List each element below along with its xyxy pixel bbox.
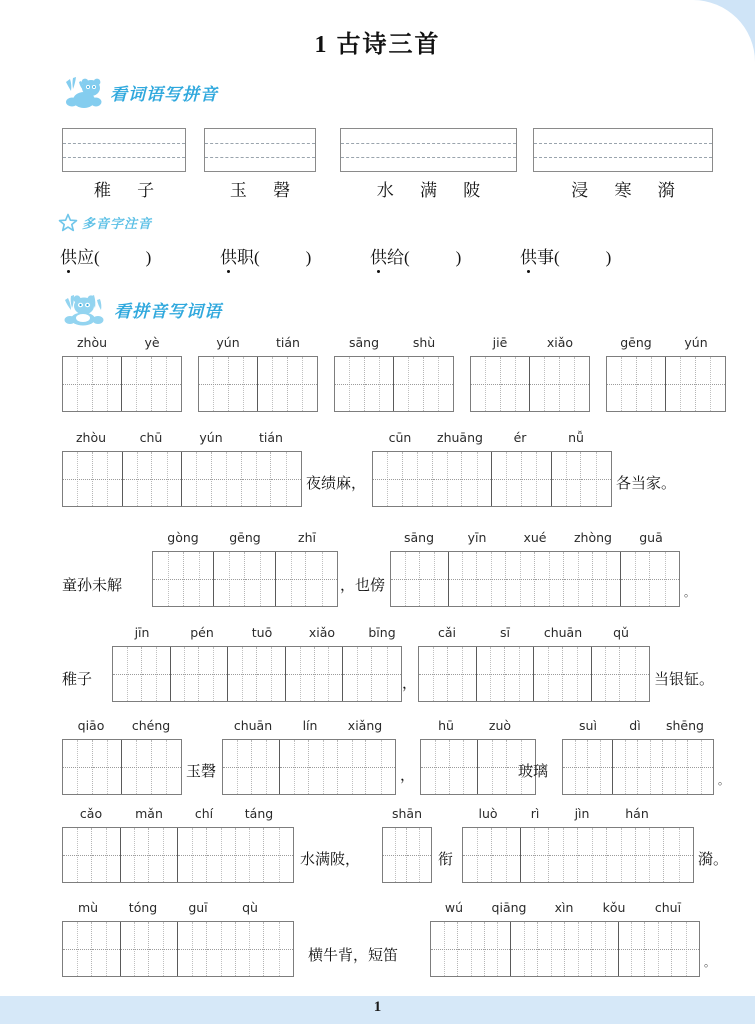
pinyin-label: chuān: [543, 625, 583, 640]
grid-cell[interactable]: [560, 357, 589, 411]
pinyin-label: zhòu: [75, 430, 107, 445]
section-header-see-pinyin-write-word: [58, 292, 222, 326]
grid-cell[interactable]: [391, 552, 420, 606]
character-grid[interactable]: [418, 646, 650, 702]
pinyin-label: nǚ: [568, 430, 584, 445]
guide-line: [534, 157, 712, 158]
grid-cell[interactable]: [477, 647, 506, 701]
grid-cell[interactable]: [420, 552, 449, 606]
grid-cell[interactable]: [433, 452, 463, 506]
pinyin-label: mù: [77, 900, 99, 915]
character-grid[interactable]: [372, 451, 612, 507]
pinyin-label: sāng: [403, 530, 435, 545]
grid-cell[interactable]: [258, 357, 288, 411]
pinyin-label: yún: [216, 335, 240, 350]
polyphone-rest: 职(: [237, 248, 260, 267]
grid-cell[interactable]: [242, 452, 272, 506]
grid-cell[interactable]: [149, 828, 178, 882]
pinyin-label: chuān: [233, 718, 273, 733]
pinyin-writing-box[interactable]: [62, 128, 186, 172]
grid-cell[interactable]: [638, 740, 663, 794]
grid-cell[interactable]: [63, 357, 93, 411]
grid-cell[interactable]: [171, 647, 200, 701]
sentence-text: 水满陂，: [300, 852, 361, 868]
pinyin-label: zhòu: [76, 335, 108, 350]
pinyin-label: dì: [629, 718, 641, 733]
polyphone-char: 供: [60, 243, 77, 268]
grid-cell[interactable]: [607, 357, 637, 411]
section-header-see-word-write-pinyin: [58, 75, 218, 109]
pinyin-label: lín: [302, 718, 318, 733]
grid-cell[interactable]: [511, 922, 538, 976]
pinyin-label: cūn: [388, 430, 412, 445]
grid-cell[interactable]: [538, 922, 565, 976]
word-label: 浸 寒 漪: [571, 181, 686, 200]
grid-cell[interactable]: [152, 452, 182, 506]
grid-cell[interactable]: [373, 452, 403, 506]
pinyin-label: qiāo: [77, 718, 105, 733]
character-grid[interactable]: [470, 356, 590, 412]
pinyin-label: chuī: [654, 900, 682, 915]
grid-cell[interactable]: [607, 828, 636, 882]
grid-cell[interactable]: [663, 740, 688, 794]
grid-cell[interactable]: [223, 740, 252, 794]
grid-cell[interactable]: [521, 828, 550, 882]
polyphone-char: 供: [370, 243, 387, 268]
character-grid[interactable]: [562, 739, 714, 795]
star-icon: [58, 213, 78, 232]
pinyin-label: gēng: [620, 335, 652, 350]
pinyin-label: zuò: [488, 718, 512, 733]
pinyin-label: zhòng: [574, 530, 612, 545]
pinyin-label: xiǎng: [347, 718, 383, 733]
grid-cell[interactable]: [477, 552, 506, 606]
grid-cell[interactable]: [252, 740, 281, 794]
pinyin-label: luò: [478, 806, 498, 821]
grid-cell[interactable]: [152, 357, 181, 411]
polyphone-close: ): [455, 248, 462, 267]
grid-cell[interactable]: [212, 452, 242, 506]
pinyin-label: tián: [259, 430, 283, 445]
character-grid[interactable]: [430, 921, 700, 977]
grid-cell[interactable]: [153, 552, 184, 606]
guide-line: [341, 143, 516, 144]
pinyin-label: gòng: [167, 530, 199, 545]
polyphone-item[interactable]: [520, 243, 611, 268]
grid-cell[interactable]: [338, 740, 367, 794]
section-label: 看拼音写词语: [114, 301, 222, 321]
pinyin-label: kǒu: [602, 900, 626, 915]
polyphone-close: ): [605, 248, 612, 267]
grid-cell[interactable]: [182, 452, 212, 506]
grid-cell[interactable]: [637, 357, 667, 411]
sentence-text: 。: [704, 957, 715, 969]
pinyin-label: pén: [190, 625, 214, 640]
section-label: 多音字注音: [82, 216, 153, 231]
grid-cell[interactable]: [199, 357, 229, 411]
pinyin-label: tián: [276, 335, 300, 350]
pinyin-label: qiāng: [491, 900, 527, 915]
character-grid[interactable]: [112, 646, 402, 702]
character-grid[interactable]: [62, 739, 182, 795]
grid-cell[interactable]: [149, 922, 178, 976]
polyphone-char: 供: [220, 243, 237, 268]
polyphone-item[interactable]: [370, 243, 520, 268]
pinyin-label: sī: [500, 625, 510, 640]
pinyin-label: suì: [579, 718, 597, 733]
grid-cell[interactable]: [93, 357, 123, 411]
grid-cell[interactable]: [286, 647, 315, 701]
grid-cell[interactable]: [214, 552, 245, 606]
guide-line: [205, 157, 315, 158]
grid-cell[interactable]: [394, 357, 424, 411]
section-label: 看词语写拼音: [110, 84, 218, 104]
pinyin-label: hū: [438, 718, 454, 733]
grid-cell[interactable]: [563, 740, 588, 794]
character-grid[interactable]: [462, 827, 694, 883]
word-label: 玉 磬: [229, 181, 302, 200]
section-header-polyphone: [58, 213, 152, 232]
sentence-text: 当银钲。: [654, 672, 715, 688]
word-label: 稚 子: [93, 181, 166, 200]
pinyin-writing-box[interactable]: [533, 128, 713, 172]
grid-cell[interactable]: [343, 647, 372, 701]
page-number: 1: [373, 999, 382, 1015]
grid-cell[interactable]: [178, 828, 207, 882]
grid-cell[interactable]: [458, 922, 485, 976]
grid-cell[interactable]: [564, 552, 593, 606]
character-grid[interactable]: [334, 356, 454, 412]
pinyin-label: jìn: [574, 806, 590, 821]
pinyin-label: xué: [523, 530, 547, 545]
grid-cell[interactable]: [122, 740, 152, 794]
guide-line: [341, 157, 516, 158]
word-label: 水 满 陂: [376, 181, 492, 200]
grid-cell[interactable]: [650, 552, 679, 606]
grid-cell[interactable]: [407, 828, 431, 882]
grid-cell[interactable]: [142, 647, 171, 701]
sentence-text: 玉磬: [186, 764, 217, 780]
pinyin-label: jiē: [492, 335, 508, 350]
pinyin-label: shù: [412, 335, 436, 350]
grid-cell[interactable]: [463, 828, 492, 882]
grid-cell[interactable]: [448, 647, 477, 701]
grid-cell[interactable]: [121, 828, 150, 882]
grid-cell[interactable]: [621, 552, 650, 606]
polyphone-rest: 事(: [537, 248, 560, 267]
grid-cell[interactable]: [450, 740, 479, 794]
grid-cell[interactable]: [592, 647, 621, 701]
grid-cell[interactable]: [424, 357, 453, 411]
grid-cell[interactable]: [535, 552, 564, 606]
grid-cell[interactable]: [372, 647, 401, 701]
grid-cell[interactable]: [93, 740, 123, 794]
grid-cell[interactable]: [403, 452, 433, 506]
pinyin-label: zhī: [298, 530, 316, 545]
guide-line: [63, 157, 185, 158]
grid-cell[interactable]: [462, 452, 492, 506]
panda-bamboo-icon: [58, 75, 106, 109]
pinyin-label: rì: [530, 806, 540, 821]
grid-cell[interactable]: [366, 740, 395, 794]
sentence-text: ，也傍: [340, 578, 386, 594]
grid-cell[interactable]: [276, 552, 307, 606]
grid-cell[interactable]: [478, 740, 507, 794]
grid-cell[interactable]: [236, 922, 265, 976]
grid-cell[interactable]: [645, 922, 672, 976]
grid-cell[interactable]: [228, 647, 257, 701]
character-grid[interactable]: [390, 551, 680, 607]
polyphone-item[interactable]: [60, 243, 220, 268]
grid-cell[interactable]: [93, 452, 123, 506]
sentence-text: 衔: [438, 852, 454, 868]
pinyin-label: qù: [242, 900, 258, 915]
guide-line: [205, 143, 315, 144]
pinyin-label: hán: [625, 806, 649, 821]
pinyin-label: tóng: [128, 900, 158, 915]
sentence-text: 横牛背，短笛: [308, 948, 399, 964]
polyphone-row: [60, 243, 700, 268]
grid-cell[interactable]: [522, 452, 552, 506]
pinyin-label: chí: [194, 806, 214, 821]
grid-cell[interactable]: [419, 647, 448, 701]
guide-line: [534, 143, 712, 144]
grid-cell[interactable]: [552, 452, 582, 506]
grid-cell[interactable]: [636, 828, 665, 882]
character-grid[interactable]: [62, 356, 182, 412]
grid-cell[interactable]: [288, 357, 317, 411]
grid-cell[interactable]: [236, 828, 265, 882]
grid-cell[interactable]: [63, 922, 92, 976]
pinyin-label: tuō: [251, 625, 273, 640]
pinyin-label: guī: [188, 900, 208, 915]
sentence-text: 夜绩麻，: [306, 476, 367, 492]
panda-bamboo-icon: [58, 292, 110, 326]
grid-cell[interactable]: [485, 922, 512, 976]
grid-cell[interactable]: [365, 357, 395, 411]
grid-cell[interactable]: [563, 647, 592, 701]
grid-cell[interactable]: [152, 740, 181, 794]
grid-cell[interactable]: [199, 647, 228, 701]
grid-cell[interactable]: [178, 922, 207, 976]
grid-cell[interactable]: [501, 357, 531, 411]
grid-cell[interactable]: [534, 647, 563, 701]
grid-cell[interactable]: [593, 552, 622, 606]
pinyin-label: xiǎo: [546, 335, 574, 350]
grid-cell[interactable]: [122, 357, 152, 411]
grid-cell[interactable]: [581, 452, 611, 506]
sentence-text: ，: [400, 768, 416, 784]
grid-cell[interactable]: [63, 452, 93, 506]
pinyin-label: chū: [139, 430, 163, 445]
pinyin-writing-box[interactable]: [204, 128, 316, 172]
grid-cell[interactable]: [92, 922, 121, 976]
pinyin-writing-box[interactable]: [340, 128, 517, 172]
character-grid[interactable]: [382, 827, 432, 883]
grid-cell[interactable]: [92, 828, 121, 882]
polyphone-item[interactable]: [220, 243, 370, 268]
pinyin-label: bīng: [368, 625, 396, 640]
grid-cell[interactable]: [530, 357, 560, 411]
pinyin-label: wú: [444, 900, 464, 915]
guide-line: [63, 143, 185, 144]
pinyin-label: yīn: [467, 530, 487, 545]
pinyin-label: shān: [391, 806, 423, 821]
grid-cell[interactable]: [123, 452, 153, 506]
grid-cell[interactable]: [549, 828, 578, 882]
grid-cell[interactable]: [696, 357, 725, 411]
pinyin-label: yún: [684, 335, 708, 350]
sentence-text: 童孙未解: [62, 578, 123, 594]
character-grid[interactable]: [62, 827, 294, 883]
pinyin-label: qǔ: [613, 625, 629, 640]
grid-cell[interactable]: [506, 552, 535, 606]
pinyin-label: yún: [199, 430, 223, 445]
grid-cell[interactable]: [565, 922, 592, 976]
character-grid[interactable]: [62, 921, 294, 977]
grid-cell[interactable]: [271, 452, 301, 506]
pinyin-label: xìn: [554, 900, 574, 915]
grid-cell[interactable]: [229, 357, 259, 411]
grid-cell[interactable]: [264, 922, 293, 976]
sentence-text: 各当家。: [616, 476, 677, 492]
grid-cell[interactable]: [592, 922, 619, 976]
character-grid[interactable]: [62, 451, 302, 507]
grid-cell[interactable]: [257, 647, 286, 701]
grid-cell[interactable]: [688, 740, 713, 794]
pinyin-label: shēng: [666, 718, 704, 733]
polyphone-close: ): [305, 248, 312, 267]
pinyin-label: guā: [639, 530, 663, 545]
character-grid[interactable]: [606, 356, 726, 412]
pinyin-label: táng: [244, 806, 274, 821]
pinyin-label: ér: [513, 430, 527, 445]
grid-cell[interactable]: [121, 922, 150, 976]
sentence-text: 稚子: [62, 672, 93, 688]
grid-cell[interactable]: [207, 828, 236, 882]
grid-cell[interactable]: [264, 828, 293, 882]
pinyin-label: sāng: [348, 335, 380, 350]
sentence-text: 。: [684, 587, 695, 599]
grid-cell[interactable]: [315, 647, 344, 701]
grid-cell[interactable]: [619, 922, 646, 976]
grid-cell[interactable]: [613, 740, 638, 794]
grid-cell[interactable]: [280, 740, 309, 794]
grid-cell[interactable]: [245, 552, 276, 606]
sentence-text: 。: [718, 775, 729, 787]
character-grid[interactable]: [152, 551, 338, 607]
sentence-text: 玻璃: [518, 764, 549, 780]
grid-cell[interactable]: [471, 357, 501, 411]
polyphone-close: ): [145, 248, 152, 267]
character-grid[interactable]: [198, 356, 318, 412]
polyphone-rest: 给(: [387, 248, 410, 267]
pinyin-label: xiǎo: [308, 625, 336, 640]
grid-cell[interactable]: [588, 740, 613, 794]
grid-cell[interactable]: [449, 552, 478, 606]
pinyin-label: jīn: [134, 625, 150, 640]
grid-cell[interactable]: [505, 647, 534, 701]
pinyin-label: zhuāng: [437, 430, 483, 445]
sentence-text: ，: [402, 676, 418, 692]
grid-cell[interactable]: [578, 828, 607, 882]
grid-cell[interactable]: [664, 828, 693, 882]
pinyin-label: cǎi: [437, 625, 456, 640]
grid-cell[interactable]: [492, 828, 521, 882]
grid-cell[interactable]: [184, 552, 215, 606]
grid-cell[interactable]: [63, 828, 92, 882]
pinyin-label: yè: [144, 335, 160, 350]
grid-cell[interactable]: [63, 740, 93, 794]
grid-cell[interactable]: [666, 357, 696, 411]
page-footer: [0, 996, 755, 1024]
grid-cell[interactable]: [492, 452, 522, 506]
grid-cell[interactable]: [306, 552, 337, 606]
grid-cell[interactable]: [383, 828, 407, 882]
grid-cell[interactable]: [421, 740, 450, 794]
grid-cell[interactable]: [309, 740, 338, 794]
pinyin-label: gēng: [229, 530, 261, 545]
grid-cell[interactable]: [672, 922, 699, 976]
grid-cell[interactable]: [207, 922, 236, 976]
grid-cell[interactable]: [113, 647, 142, 701]
grid-cell[interactable]: [335, 357, 365, 411]
grid-cell[interactable]: [620, 647, 649, 701]
pinyin-label: mǎn: [135, 806, 163, 821]
grid-cell[interactable]: [431, 922, 458, 976]
page-title: 1 古诗三首: [314, 32, 441, 58]
sentence-text: 漪。: [698, 852, 729, 868]
polyphone-rest: 应(: [77, 248, 100, 267]
pinyin-label: cǎo: [79, 806, 103, 821]
character-grid[interactable]: [222, 739, 396, 795]
polyphone-char: 供: [520, 243, 537, 268]
pinyin-label: chéng: [131, 718, 171, 733]
